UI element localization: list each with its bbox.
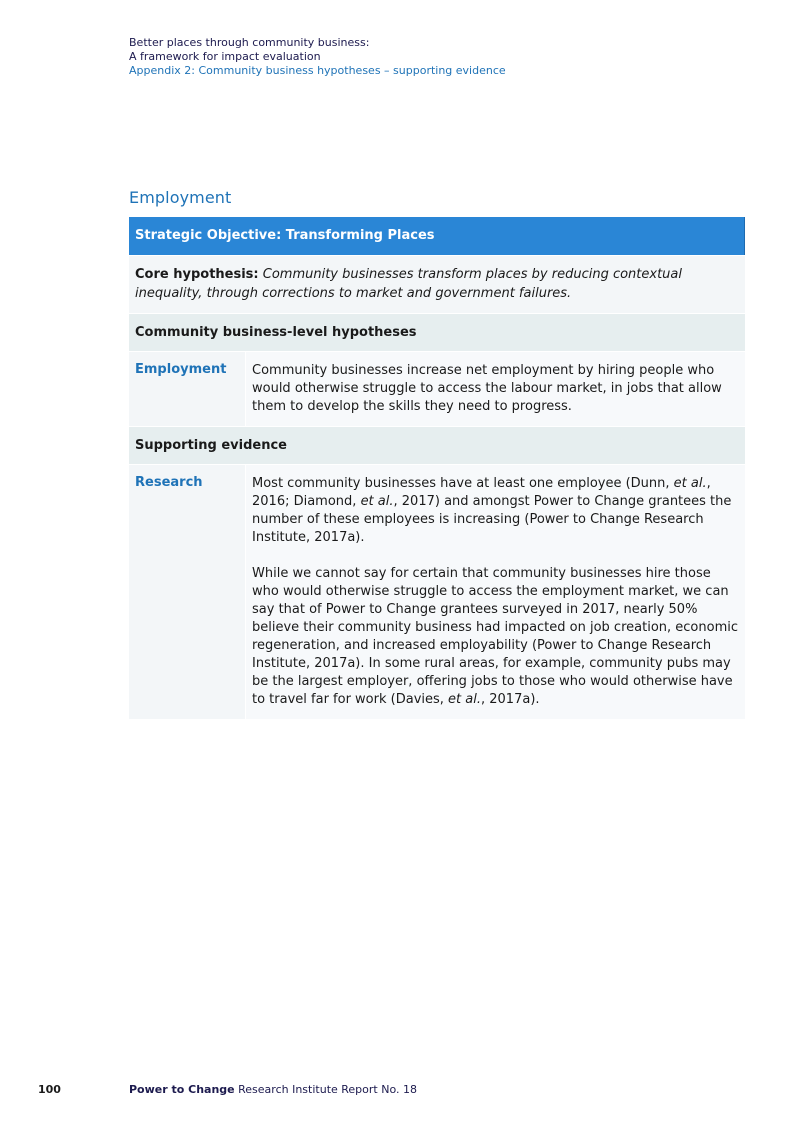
strategic-objective-row: Strategic Objective: Transforming Places: [129, 217, 745, 255]
research-paragraph-1: [252, 475, 739, 547]
footer-brand: [129, 1083, 417, 1096]
research-label: Research: [129, 465, 245, 719]
header-subtitle: A framework for impact evaluation: [129, 50, 321, 63]
header-title: Better places through community business:: [129, 36, 370, 49]
footer-brand-rest: Research Institute Report No. 18: [234, 1083, 417, 1096]
employment-row: [129, 352, 745, 426]
core-hypothesis-label: Core hypothesis:: [135, 267, 259, 282]
research-p1-text-b: , 2016; Diamond,: [252, 476, 711, 509]
header-section: Appendix 2: Community business hypotheses – supporting evidence: [129, 64, 506, 77]
research-row: [129, 465, 745, 719]
research-p2-text-a: While we cannot say for certain that community businesses hire those who would otherwise struggle to access the employment market, we can say that of Power to Change grantees surveyed in 2017, nearly 50% believe their community business had impacted on job creation, economic regeneration, and increased employability (Power to Change Research Institute, 2017a). In some rural areas, for example, community pubs may be the largest employer, offering jobs to those who would otherwise have to travel far for work (Davies,: [252, 566, 738, 707]
research-p1-etal-2: et al.: [360, 494, 394, 509]
page-number: 100: [38, 1083, 61, 1096]
core-hypothesis-row: [129, 256, 745, 313]
research-text: [246, 465, 745, 719]
research-p2-etal: et al.: [448, 692, 481, 707]
research-p1-etal-1: et al.: [673, 476, 707, 491]
employment-label: Employment: [129, 352, 245, 426]
research-p2-text-b: , 2017a).: [481, 692, 540, 707]
supporting-evidence-heading: Supporting evidence: [129, 427, 745, 464]
section-title: Employment: [129, 188, 232, 207]
research-p1-text-c: , 2017) and amongst Power to Change grantees the number of these employees is increasing (Power to Change Research Institute, 2017a).: [252, 494, 732, 545]
research-p1-text-a: Most community businesses have at least one employee (Dunn,: [252, 476, 674, 491]
core-hypothesis-text: Community businesses transform places by reducing contextual inequality, through corrections to market and government failures.: [135, 267, 682, 301]
hypothesis-table: [129, 217, 745, 719]
employment-text: Community businesses increase net employment by hiring people who would otherwise struggle to access the labour market, in jobs that allow them to develop the skills they need to progress.: [246, 352, 745, 426]
cb-hypotheses-heading: Community business-level hypotheses: [129, 314, 745, 351]
research-paragraph-2: [252, 565, 739, 709]
running-header: [129, 36, 506, 78]
footer-brand-bold: Power to Change: [129, 1083, 235, 1096]
